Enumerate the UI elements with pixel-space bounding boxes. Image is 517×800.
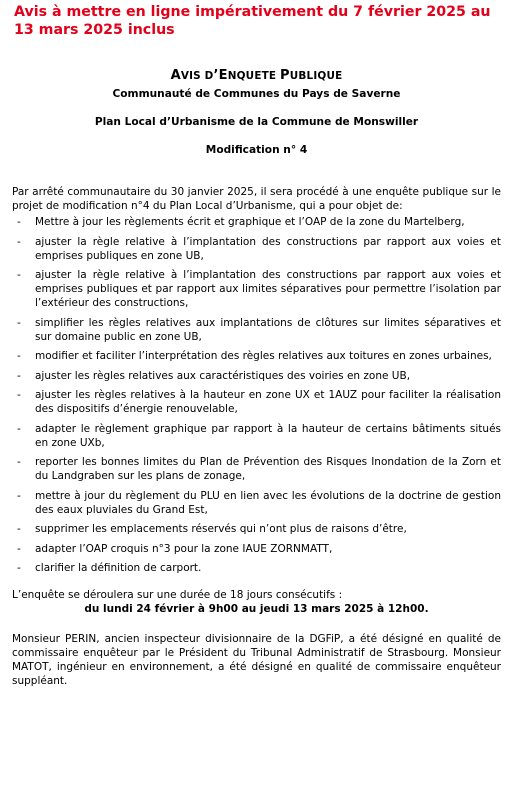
list-dash: - — [17, 489, 21, 502]
list-dash: - — [17, 523, 21, 535]
list-item-text: adapter le règlement graphique par rapport à la hauteur de certains bâtiments situés en zone UXb, — [35, 422, 501, 449]
list-item — [12, 215, 501, 229]
inquiry-dates: du lundi 24 février à 9h00 au jeudi 13 mars 2025 à 12h00. — [84, 603, 429, 615]
title-part2-initial: E — [218, 68, 228, 83]
title-apostrophe: ’ — [213, 68, 219, 83]
duration-paragraph: L’enquête se déroulera sur une durée de 18 jours consécutifs : — [12, 589, 343, 601]
notice-heading — [12, 67, 501, 157]
list-dash: - — [17, 350, 21, 362]
commissaires-paragraph: Monsieur PERIN, ancien inspecteur divisionnaire de la DGFiP, a été désigné en qualité de commissaire enquêteur par le Président du Tribunal Administratif de Strasbourg. Monsieur MATOT, ingénieur en environnement, a été désigné en qualité de commissaire enquêteur suppléant. — [12, 633, 501, 687]
list-item-text: ajuster la règle relative à l’implantation des constructions par rapport aux voies et emprises publiques en zone UB, — [35, 235, 501, 262]
list-dash: - — [17, 369, 21, 382]
list-item-text: adapter l’OAP croquis n°3 pour la zone IAUE ZORNMATT, — [35, 542, 333, 555]
list-item — [12, 489, 501, 517]
title-part2-rest: NQUETE — [227, 70, 281, 82]
list-item — [12, 268, 501, 310]
list-dash: - — [17, 216, 21, 228]
list-item — [12, 316, 501, 344]
title-part3-rest: UBLIQUE — [289, 70, 343, 82]
plan-title: Plan Local d’Urbanisme de la Commune de Monswiller — [94, 116, 419, 128]
list-item — [12, 542, 501, 556]
list-item-text: ajuster les règles relatives aux caractéristiques des voiries en zone UB, — [35, 369, 411, 382]
list-item — [12, 349, 501, 363]
list-item — [12, 522, 501, 536]
title-part3-initial: P — [280, 68, 290, 83]
list-item-text: reporter les bonnes limites du Plan de Prévention des Risques Inondation de la Zorn et du Landgraben sur les plans de zonage, — [35, 456, 501, 482]
list-item — [12, 422, 501, 450]
list-dash: - — [17, 422, 21, 435]
list-dash: - — [17, 269, 21, 281]
list-dash: - — [17, 542, 21, 555]
list-item — [12, 455, 501, 483]
online-publication-banner: Avis à mettre en ligne impérativement du 7 février 2025 au 13 mars 2025 inclus — [14, 4, 491, 38]
list-item — [12, 235, 501, 263]
list-item-text: mettre à jour du règlement du PLU en lien avec les évolutions de la doctrine de gestion des eaux pluviales du Grand Est, — [35, 489, 501, 516]
organisation-name: Communauté de Communes du Pays de Saverne — [112, 88, 401, 100]
title-part1-rest: VIS D — [180, 70, 214, 82]
list-item-text: Mettre à jour les règlements écrit et graphique et l’OAP de la zone du Martelberg, — [35, 216, 465, 228]
list-dash: - — [17, 235, 21, 248]
list-item — [12, 369, 501, 383]
list-item-text: ajuster les règles relatives à la hauteur en zone UX et 1AUZ pour faciliter la réalisation des dispositifs d’énergie renouvelable, — [35, 389, 501, 415]
title-part1-initial: A — [170, 68, 181, 83]
list-item-text: supprimer les emplacements réservés qui n’ont plus de raisons d’être, — [35, 523, 407, 535]
objectives-list — [12, 215, 501, 575]
list-dash: - — [17, 562, 21, 574]
list-item-text: modifier et faciliter l’interprétation des règles relatives aux toitures en zones urbaines, — [35, 350, 492, 362]
intro-paragraph: Par arrêté communautaire du 30 janvier 2025, il sera procédé à une enquête publique sur le projet de modification n°4 du Plan Local d’Urbanisme, qui a pour objet de: — [12, 186, 501, 212]
list-dash: - — [17, 389, 21, 401]
list-item — [12, 388, 501, 416]
list-dash: - — [17, 456, 21, 468]
modification-number: Modification n° 4 — [205, 144, 308, 156]
list-item-text: ajuster la règle relative à l’implantation des constructions par rapport aux voies et emprises publiques et par rapport aux limites séparatives pour permettre l’isolation par l’extérieur des constructions, — [35, 269, 501, 309]
list-item — [12, 561, 501, 575]
list-dash: - — [17, 316, 21, 329]
notice-title — [12, 67, 501, 83]
list-item-text: clarifier la définition de carport. — [35, 562, 202, 574]
list-item-text: simplifier les règles relatives aux implantations de clôtures sur limites séparatives et sur domaine public en zone UB, — [35, 316, 501, 343]
